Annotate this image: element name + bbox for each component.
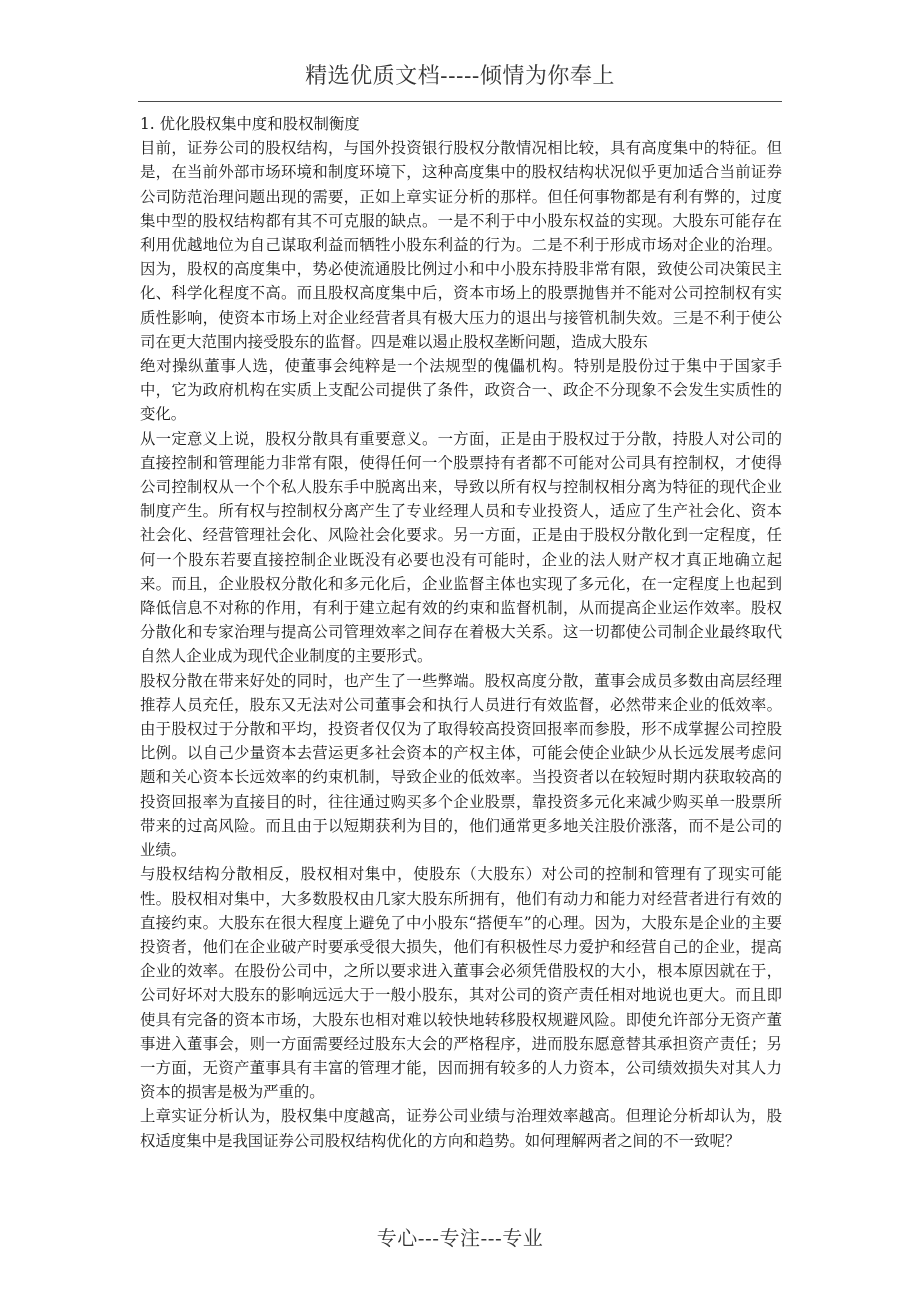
paragraph: 与股权结构分散相反，股权相对集中，使股东（大股东）对公司的控制和管理有了现实可能性。股权相对集中，大多数股权由几家大股东所拥有，他们有动力和能力对经营者进行有效的直接约束。大股东在很大程度上避免了中小股东“搭便车”的心理。因为，大股东是企业的主要投资者，他们在企业破产时要承受很大损失，他们有积极性尽力爱护和经营自己的企业，提高企业的效率。在股份公司中，之所以要求进入董事会必须凭借股权的大小，根本原因就在于，公司好坏对大股东的影响远远大于一般小股东，其对公司的资产责任相对地说也更大。而且即使具有完备的资本市场，大股东也相对难以较快地转移股权规避风险。即使允许部分无资产董事进入董事会，则一方面需要经过股东大会的严格程序，进而股东愿意替其承担资产责任；另一方面，无资产董事具有丰富的管理才能，因而拥有较多的人力资本，公司绩效损失对其人力资本的损害是极为严重的。 (140, 865, 782, 1102)
paragraph: 股权分散在带来好处的同时，也产生了一些弊端。股权高度分散，董事会成员多数由高层经理推荐人员充任，股东又无法对公司董事会和执行人员进行有效监督，必然带来企业的低效率。由于股权过于分散和平均，投资者仅仅为了取得较高投资回报率而参股，形不成掌握公司控股比例。以自己少量资本去营运更多社会资本的产权主体，可能会使企业缺少从长远发展考虑问题和关心资本长远效率的约束机制，导致企业的低效率。当投资者以在较短时期内获取较高的投资回报率为直接目的时，往往通过购买多个企业股票，靠投资多元化来减少购买单一股票所带来的过高风险。而且由于以短期获利为目的，他们通常更多地关注股价涨落，而不是公司的业绩。 (140, 671, 782, 860)
paragraph: 绝对操纵董事人选，使董事会纯粹是一个法规型的傀儡机构。特别是股份过于集中于国家手中，它为政府机构在实质上支配公司提供了条件，政资合一、政企不分现象不会发生实质性的变化。 (140, 357, 782, 424)
document-body (140, 112, 782, 1153)
paragraph: 从一定意义上说，股权分散具有重要意义。一方面，正是由于股权过于分散，持股人对公司的直接控制和管理能力非常有限，使得任何一个股票持有者都不可能对公司具有控制权，才使得公司控制权从一个个私人股东手中脱离出来，导致以所有权与控制权相分离为特征的现代企业制度产生。所有权与控制权分离产生了专业经理人员和专业投资人，适应了生产社会化、资本社会化、经营管理社会化、风险社会化要求。另一方面，正是由于股权分散化到一定程度，任何一个股东若要直接控制企业既没有必要也没有可能时，企业的法人财产权才真正地确立起来。而且，企业股权分散化和多元化后，企业监督主体也实现了多元化，在一定程度上也起到降低信息不对称的作用，有利于建立起有效的约束和监督机制，从而提高企业运作效率。股权分散化和专家治理与提高公司管理效率之间存在着极大关系。这一切都使公司制企业最终取代自然人企业成为现代企业制度的主要形式。 (140, 429, 782, 666)
paragraph: 上章实证分析认为，股权集中度越高，证券公司业绩与治理效率越高。但理论分析却认为，股权适度集中是我国证券公司股权结构优化的方向和趋势。如何理解两者之间的不一致呢？ (140, 1107, 782, 1150)
page-header: 精选优质文档-----倾情为你奉上 (305, 64, 615, 89)
page-footer: 专心---专注---专业 (376, 1226, 544, 1250)
section-heading: 1. 优化股权集中度和股权制衡度 (140, 115, 360, 133)
paragraph: 目前，证券公司的股权结构，与国外投资银行股权分散情况相比较，具有高度集中的特征。但是，在当前外部市场环境和制度环境下，这种高度集中的股权结构状况似乎更加适合当前证券公司防范治理问题出现的需要，正如上章实证分析的那样。但任何事物都是有利有弊的，过度集中型的股权结构都有其不可克服的缺点。一是不利于中小股东权益的实现。大股东可能存在利用优越地位为自己谋取利益而牺牲小股东利益的行为。二是不利于形成市场对企业的治理。因为，股权的高度集中，势必使流通股比例过小和中小股东持股非常有限，致使公司决策民主化、科学化程度不高。而且股权高度集中后，资本市场上的股票抛售并不能对公司控制权有实质性影响，使资本市场上对企业经营者具有极大压力的退出与接管机制失效。三是不利于使公司在更大范围内接受股东的监督。四是难以遏止股权垄断问题，造成大股东 (140, 139, 782, 351)
header-divider (138, 101, 782, 102)
